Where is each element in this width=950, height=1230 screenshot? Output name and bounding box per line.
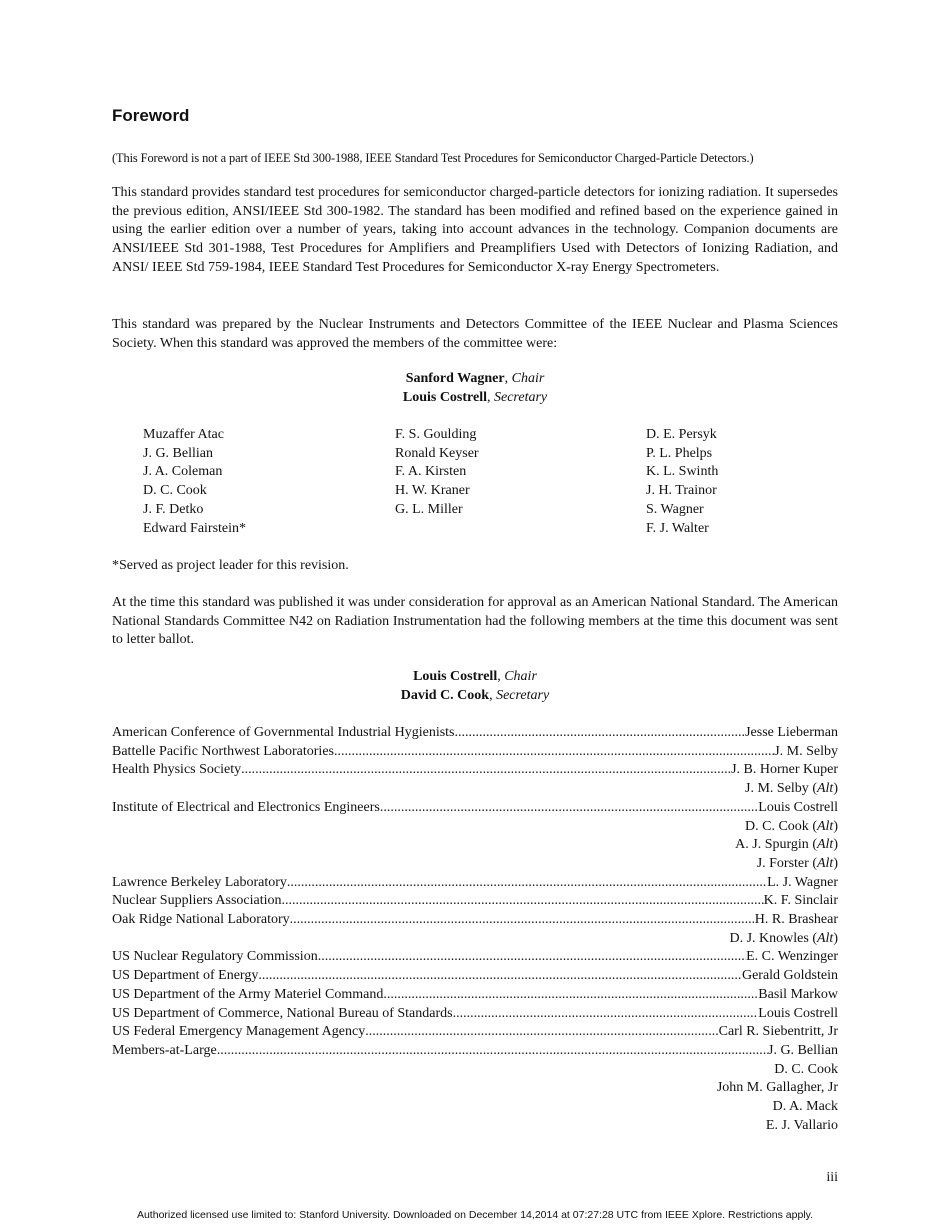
member-name: A. J. Spurgin (Alt) (735, 837, 838, 853)
organization-row (112, 967, 838, 986)
dot-leader (453, 1005, 759, 1024)
page-title: Foreword (112, 106, 190, 125)
organization-row (112, 724, 838, 743)
organization-row (112, 761, 838, 780)
dot-leader (287, 874, 767, 893)
chair-role: Chair (511, 371, 545, 386)
dot-leader (241, 761, 731, 780)
organization-row (112, 892, 838, 911)
committee-member: S. Wagner (646, 501, 704, 517)
committee2-officers: Louis Costrell, Chair David C. Cook, Secretary (400, 669, 550, 703)
chair-name: Louis Costrell (413, 669, 498, 684)
member-name: E. J. Vallario (765, 1117, 838, 1133)
member-name: D. C. Cook (774, 1061, 838, 1077)
alternate-member-row (112, 836, 838, 855)
dot-leader (290, 911, 755, 930)
organization-row (112, 799, 838, 818)
member-name: K. F. Sinclair (763, 893, 838, 909)
committee-member: D. E. Persyk (646, 427, 717, 442)
committee-member: F. J. Walter (646, 520, 709, 536)
member-name: J. B. Horner Kuper (731, 762, 838, 778)
alternate-member-row (112, 930, 838, 949)
paragraph-2: This standard was prepared by the Nuclear Instruments and Detectors Committee of the IEEE Nuclear and Plasma Sciences Society. When this standard was approved the members of the committee were: (112, 317, 838, 351)
organization-row (112, 1005, 838, 1024)
paragraph-3: At the time this standard was published it was under consideration for approval as an American National Standard. The American National Standards Committee N42 on Radiation Instrumentation had the following members at the time this document was sent to letter ballot. (112, 595, 838, 648)
organization-name: US Department of the Army Materiel Command (112, 986, 384, 1002)
organization-name: US Department of Energy (112, 968, 259, 984)
organization-name: Health Physics Society (112, 762, 242, 778)
organization-row (112, 911, 838, 930)
committee-member: P. L. Phelps (646, 445, 713, 461)
organization-row (112, 1023, 838, 1042)
organization-row (112, 743, 838, 762)
member-name: Basil Markow (758, 986, 838, 1002)
organization-name: Lawrence Berkeley Laboratory (112, 874, 287, 890)
organization-name: Battelle Pacific Northwest Laboratories (112, 743, 334, 759)
committee-member: K. L. Swinth (646, 464, 719, 480)
alternate-member-row (112, 1117, 838, 1136)
member-name: D. A. Mack (772, 1099, 838, 1115)
member-name: J. M. Selby (Alt) (745, 781, 838, 797)
organization-name: US Nuclear Regulatory Commission (112, 949, 318, 965)
organization-name: Oak Ridge National Laboratory (112, 912, 290, 928)
alternate-member-row (112, 818, 838, 837)
organization-row (112, 1042, 838, 1061)
organization-row (112, 986, 838, 1005)
committee-member: Ronald Keyser (395, 445, 479, 461)
committee-member: Edward Fairstein* (143, 520, 247, 536)
alternate-label: Alt (816, 930, 834, 946)
alternate-member-row (112, 1079, 838, 1098)
committee-member: J. G. Bellian (143, 445, 213, 461)
member-name: D. C. Cook (Alt) (745, 818, 838, 834)
secretary-name: David C. Cook (400, 687, 490, 703)
paragraph-1: This standard provides standard test procedures for semiconductor charged-particle detectors for ionizing radiation. It supersedes the previous edition, ANSI/IEEE Std 300-1982. The standard has been modified and refined based on the experience gained in using the earlier edition over a number of years, taking into account advances in the technology. Companion documents are ANSI/IEEE Std 301-1988, Test Procedures for Amplifiers and Preamplifiers Used with Detectors of Ionizing Radiation, and ANSI/ IEEE Std 759-1984, IEEE Standard Test Procedures for Semiconductor X-ray Energy Spectrometers. (112, 185, 838, 275)
member-name: L. J. Wagner (767, 874, 838, 890)
member-name: Louis Costrell (758, 799, 838, 815)
alternate-member-row (112, 780, 838, 799)
dot-leader (258, 967, 742, 986)
dot-leader (217, 1042, 768, 1061)
committee-member: G. L. Miller (395, 501, 463, 517)
organization-name: US Department of Commerce, National Bureau of Standards (112, 1005, 453, 1021)
committee-member: J. F. Detko (143, 501, 204, 517)
committee1-officers: Sanford Wagner, Chair Louis Costrell, Secretary (402, 371, 548, 405)
chair-name: Sanford Wagner (405, 371, 505, 386)
foreword-note: (This Foreword is not a part of IEEE Std 300-1988, IEEE Standard Test Procedures for Semiconductor Charged-Particle Detectors.) (112, 151, 754, 165)
dot-leader (455, 724, 746, 743)
chair-role: Chair (504, 669, 537, 684)
committee-member: H. W. Kraner (395, 483, 470, 499)
committee-member: J. H. Trainor (646, 483, 717, 499)
organization-name: US Federal Emergency Management Agency (112, 1024, 366, 1040)
member-name: H. R. Brashear (754, 912, 838, 928)
organization-name: Members-at-Large (112, 1042, 217, 1058)
member-name: E. C. Wenzinger (746, 949, 838, 965)
member-name: Jesse Lieberman (745, 725, 838, 740)
secretary-name: Louis Costrell (402, 389, 487, 405)
committee-member: F. S. Goulding (395, 427, 477, 442)
organization-name: American Conference of Governmental Industrial Hygienists (112, 725, 455, 740)
member-name: John M. Gallagher, Jr (716, 1080, 838, 1096)
member-column-3 (646, 426, 718, 538)
dot-leader (383, 986, 758, 1005)
dot-leader (334, 743, 774, 762)
alternate-label: Alt (816, 837, 834, 853)
page-number: iii (826, 1170, 838, 1185)
organization-member-list (112, 724, 838, 1135)
alternate-label: Alt (816, 781, 834, 797)
dot-leader (318, 948, 746, 967)
alternate-member-row (112, 1098, 838, 1117)
organization-row (112, 874, 838, 893)
committee-member: Muzaffer Atac (143, 427, 224, 442)
member-name: Carl R. Siebentritt, Jr (718, 1024, 838, 1040)
member-column-1 (143, 426, 246, 538)
organization-name: Institute of Electrical and Electronics Engineers (112, 799, 380, 815)
member-column-2 (395, 426, 479, 520)
committee-member: F. A. Kirsten (395, 464, 467, 480)
license-footer: Authorized licensed use limited to: Stanford University. Downloaded on December 14,2014 at 07:27:28 UTC from IEEE Xplore. Restrictions apply. (136, 1209, 814, 1221)
organization-row (112, 948, 838, 967)
member-name: Gerald Goldstein (741, 968, 838, 984)
alternate-label: Alt (816, 818, 834, 834)
alternate-label: Alt (816, 855, 834, 871)
secretary-role: Secretary (496, 687, 550, 703)
secretary-role: Secretary (494, 389, 548, 405)
member-name: J. G. Bellian (768, 1042, 838, 1058)
committee-member: J. A. Coleman (143, 464, 223, 480)
member-name: Louis Costrell (758, 1005, 838, 1021)
footnote: *Served as project leader for this revision. (112, 558, 349, 573)
dot-leader (365, 1023, 718, 1042)
committee-member: D. C. Cook (143, 483, 207, 499)
dot-leader (380, 799, 758, 818)
member-name: J. M. Selby (774, 743, 838, 759)
alternate-member-row (112, 855, 838, 874)
member-name: D. J. Knowles (Alt) (729, 930, 838, 946)
member-name: J. Forster (Alt) (756, 855, 838, 871)
alternate-member-row (112, 1061, 838, 1080)
dot-leader (282, 892, 764, 911)
organization-name: Nuclear Suppliers Association (112, 893, 282, 909)
